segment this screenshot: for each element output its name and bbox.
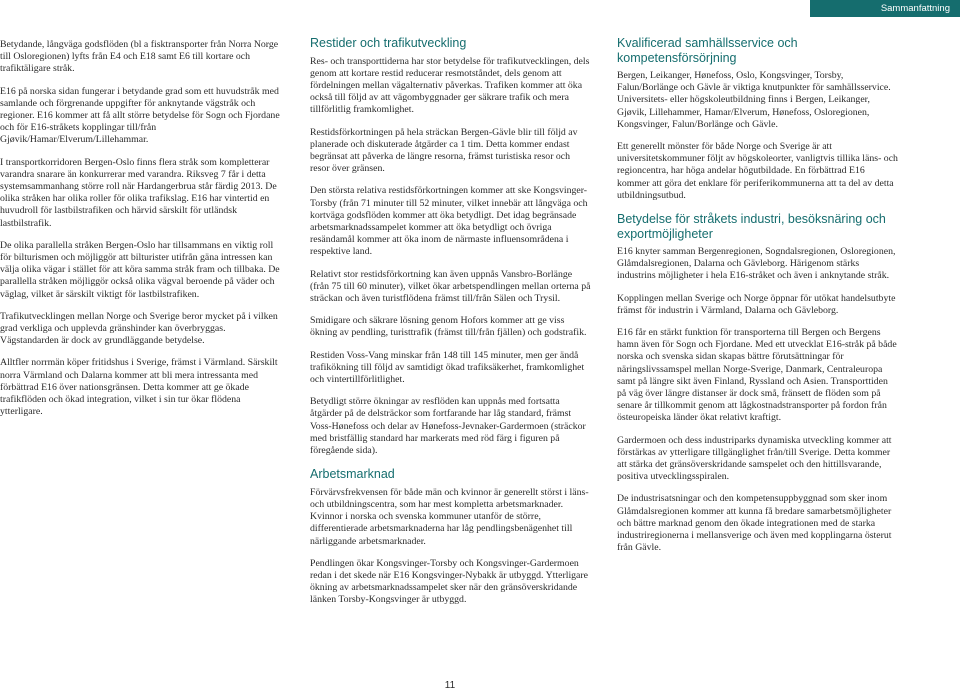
paragraph: Smidigare och säkrare lösning genom Hofors kommer att ge viss ökning av pendling, turisttrafik (främst till/från fjällen) och godstrafik. <box>310 315 587 339</box>
page-number: 11 <box>444 680 456 691</box>
paragraph: Restidsförkortningen på hela sträckan Bergen-Gävle blir till följd av planerade och diskuterade åtgärder ca 1 tim. Detta kommer endast begränsat att påverka de längre resorna, främst turistiska resor och resor över gränsen. <box>310 126 578 175</box>
section-tab: Sammanfattning <box>810 0 960 17</box>
section-heading: Restider och trafikutveckling <box>310 36 467 50</box>
section-heading: Kvalificerad samhällsservice och kompetensförsörjning <box>617 36 798 65</box>
paragraph: E16 knyter samman Bergenregionen, Sogndalsregionen, Osloregionen, Glåmdalsregionen, Dalarna och Gävleborg. Härigenom stärks industrins möjligheter i hela E16-stråket och även i anknytande stråk. <box>617 246 896 282</box>
paragraph: Trafikutvecklingen mellan Norge och Sverige beror mycket på i vilken grad verkliga och upplevda gränshinder kan överbryggas. Vägstandarden är dock av grundläggande betydelse. <box>0 310 278 347</box>
paragraph: Gardermoen och dess industriparks dynamiska utveckling kommer att förstärkas av ytterligare tillgänglighet från/till Sverige. Detta kommer att stärka det gränsöverskridande samspelet och den hittillsvarande, positiva utvecklingsspiralen. <box>617 434 892 483</box>
paragraph: Förvärvsfrekvensen för både män och kvinnor är generellt störst i läns-och utbildningscentra, som har mest kompletta arbetsmarknader. Kvinnor i norska och svenska kommuner utanför de större, differentierade arbetsmarknaderna har låg pendlingsbenägenhet till närliggande arbetsmarknader. <box>310 486 589 547</box>
paragraph: Kopplingen mellan Sverige och Norge öppnar för utökat handelsutbyte främst för industrin i Värmland, Dalarna och Gävleborg. <box>617 292 896 316</box>
paragraph: E16 får en stärkt funktion för transporterna till Bergen och Bergens hamn även för Sogn och Fjordane. Med ett utvecklat E16-stråk på både norska och svenska sidan skapas bättre förutsättningar för näringslivssamspel mellan Norge-Sverige, Danmark, Centraleuropa samt på längre sikt även Finland, Ryssland och Asien. Transporttiden på väg över längre distanser är dock små, fränsett de flöden som på senare år tillkommit genom att lågkostnadstransporter på fordon från östeuropeiska länder ökat relativt kraftigt. <box>617 327 897 424</box>
column-left <box>0 39 282 428</box>
column-right <box>617 36 899 565</box>
paragraph: Relativt stor restidsförkortning kan även uppnås Vansbro-Borlänge (från 75 till 60 minuter), vilket ökar arbetspendlingen mellan orterna på sträckan och även turistflödena främst till/från Sälen och Trysil. <box>310 268 591 304</box>
paragraph: Bergen, Leikanger, Hønefoss, Oslo, Kongsvinger, Torsby, Falun/Borlänge och Gävle är viktiga knutpunkter för samhällsservice. Universitets- eller högskoleutbildning finns i Bergen, Leikanger, Gjøvik, Lillehammer, Hamar/Elverum, Hønefoss, Osloregionen, Kongsvinger, Falun/Borlänge och Gävle. <box>617 70 891 130</box>
paragraph: Alltfler norrmän köper fritidshus i Sverige, främst i Värmland. Särskilt norra Värmland och Dalarna kommer att bli mera intressanta med förbättrad E16 över nationsgränsen. Detta kommer att ge ökade trafikflöden och ökad integration, vilket i sin tur ökar flödena ytterligare. <box>0 357 278 418</box>
paragraph: Betydande, långväga godsflöden (bl a fisktransporter från Norra Norge till Osloregionen) lyfts från E4 och E18 samt E6 till kortare och trafiktäligare stråk. <box>0 39 279 75</box>
paragraph: Betydligt större ökningar av resflöden kan uppnås med fortsatta åtgärder på de delsträckor som fortfarande har låg standard, främst Voss-Hønefoss och delar av Hønefoss-Jevnaker-Gardermoen (sträckor med bristfällig standard har markerats med röd färg i figuren på föregående sida). <box>310 396 586 456</box>
section-heading: Betydelse för stråkets industri, besöksnäring och exportmöjligheter <box>617 212 886 241</box>
paragraph: I transportkorridoren Bergen-Oslo finns flera stråk som kompletterar varandra snarare än konkurrerar med varandra. Riksveg 7 får i detta systemsammanhang större roll när Hardangerbrua står färdig 2013. De olika stråken har olika roller för olika trafikslag. E16 har vintertid en huvudroll för lastbilstrafiken och härvid särskilt för utländsk lastbilstrafik. <box>0 156 277 229</box>
paragraph: Pendlingen ökar Kongsvinger-Torsby och Kongsvinger-Gardermoen redan i det skede när E16 Kongsvinger-Nybakk är utbyggd. Ytterligare ökning av arbetsmarknadssampelet sker när den gränsöverskridande länken Torsby-Kongsvinger är utbyggd. <box>310 557 589 606</box>
paragraph: Restiden Voss-Vang minskar från 148 till 145 minuter, men ger ändå trafikökning till följd av samtidigt ökad trafiksäkerhet, framkomlighet och vintertillförlitlighet. <box>310 349 585 385</box>
paragraph: Den största relativa restidsförkortningen kommer att ske Kongsvinger-Torsby (från 71 minuter till 52 minuter, vilket innebär att långväga och kortväga godsflöden kommer att öka betydligt. Det idag begränsade arbetsmarknadssampelet kommer att öka betydligt och övriga resändamål kommer att öka inom de närmaste influensområdena i respektive land. <box>310 185 588 258</box>
paragraph: De industrisatsningar och den kompetensuppbyggnad som sker inom Glåmdalsregionen kommer att kunna få bredare samarbetsmöjligheter och bättre marknad genom den ökade integrationen med de starka industriregionerna i mellansverige och även med kopplingarna österut från Gävle. <box>617 493 892 554</box>
column-middle <box>310 36 592 617</box>
paragraph: Ett generellt mönster för både Norge och Sverige är att universitetskommuner följt av högskoleorter, vanligtvis tillika läns- och regioncentra, har höga andelar högutbildade. En förbättrad E16 kommer att göra det enklare för periferikommunerna att ta del av detta utbildningsutbud. <box>617 141 898 201</box>
paragraph: Res- och transporttiderna har stor betydelse för trafikutvecklingen, dels genom att kortare restid reducerar resmotståndet, dels genom att fördelningen mellan vägalternativ påverkas. Trafiken kommer att öka också till följd av att vägombyggnader ger säkrare trafik och mera tillförlitlig framkomlighet. <box>310 55 590 116</box>
section-heading: Arbetsmarknad <box>310 467 395 482</box>
paragraph: De olika parallella stråken Bergen-Oslo har tillsammans en viktig roll för bilturismen och möjliggör att bilturister utifrån gäna intressen kan välja olika vägar i stället för att köra samma stråk fram och tillbaka. De parallella stråken möjliggör också olika vägval beroende på väder och väglag, vilket är särskilt viktigt för lastbilstrafiken. <box>0 239 280 300</box>
paragraph: E16 på norska sidan fungerar i betydande grad som ett huvudstråk med samlande och förgrenande uppgifter för anknytande vägstråk och regioner. E16 kommer att få allt större betydelse för Sogn och Fjordane och för E16-stråkets kopplingar till/från Gjøvik/Hamar/Elverum/Lillehammar. <box>0 85 280 146</box>
